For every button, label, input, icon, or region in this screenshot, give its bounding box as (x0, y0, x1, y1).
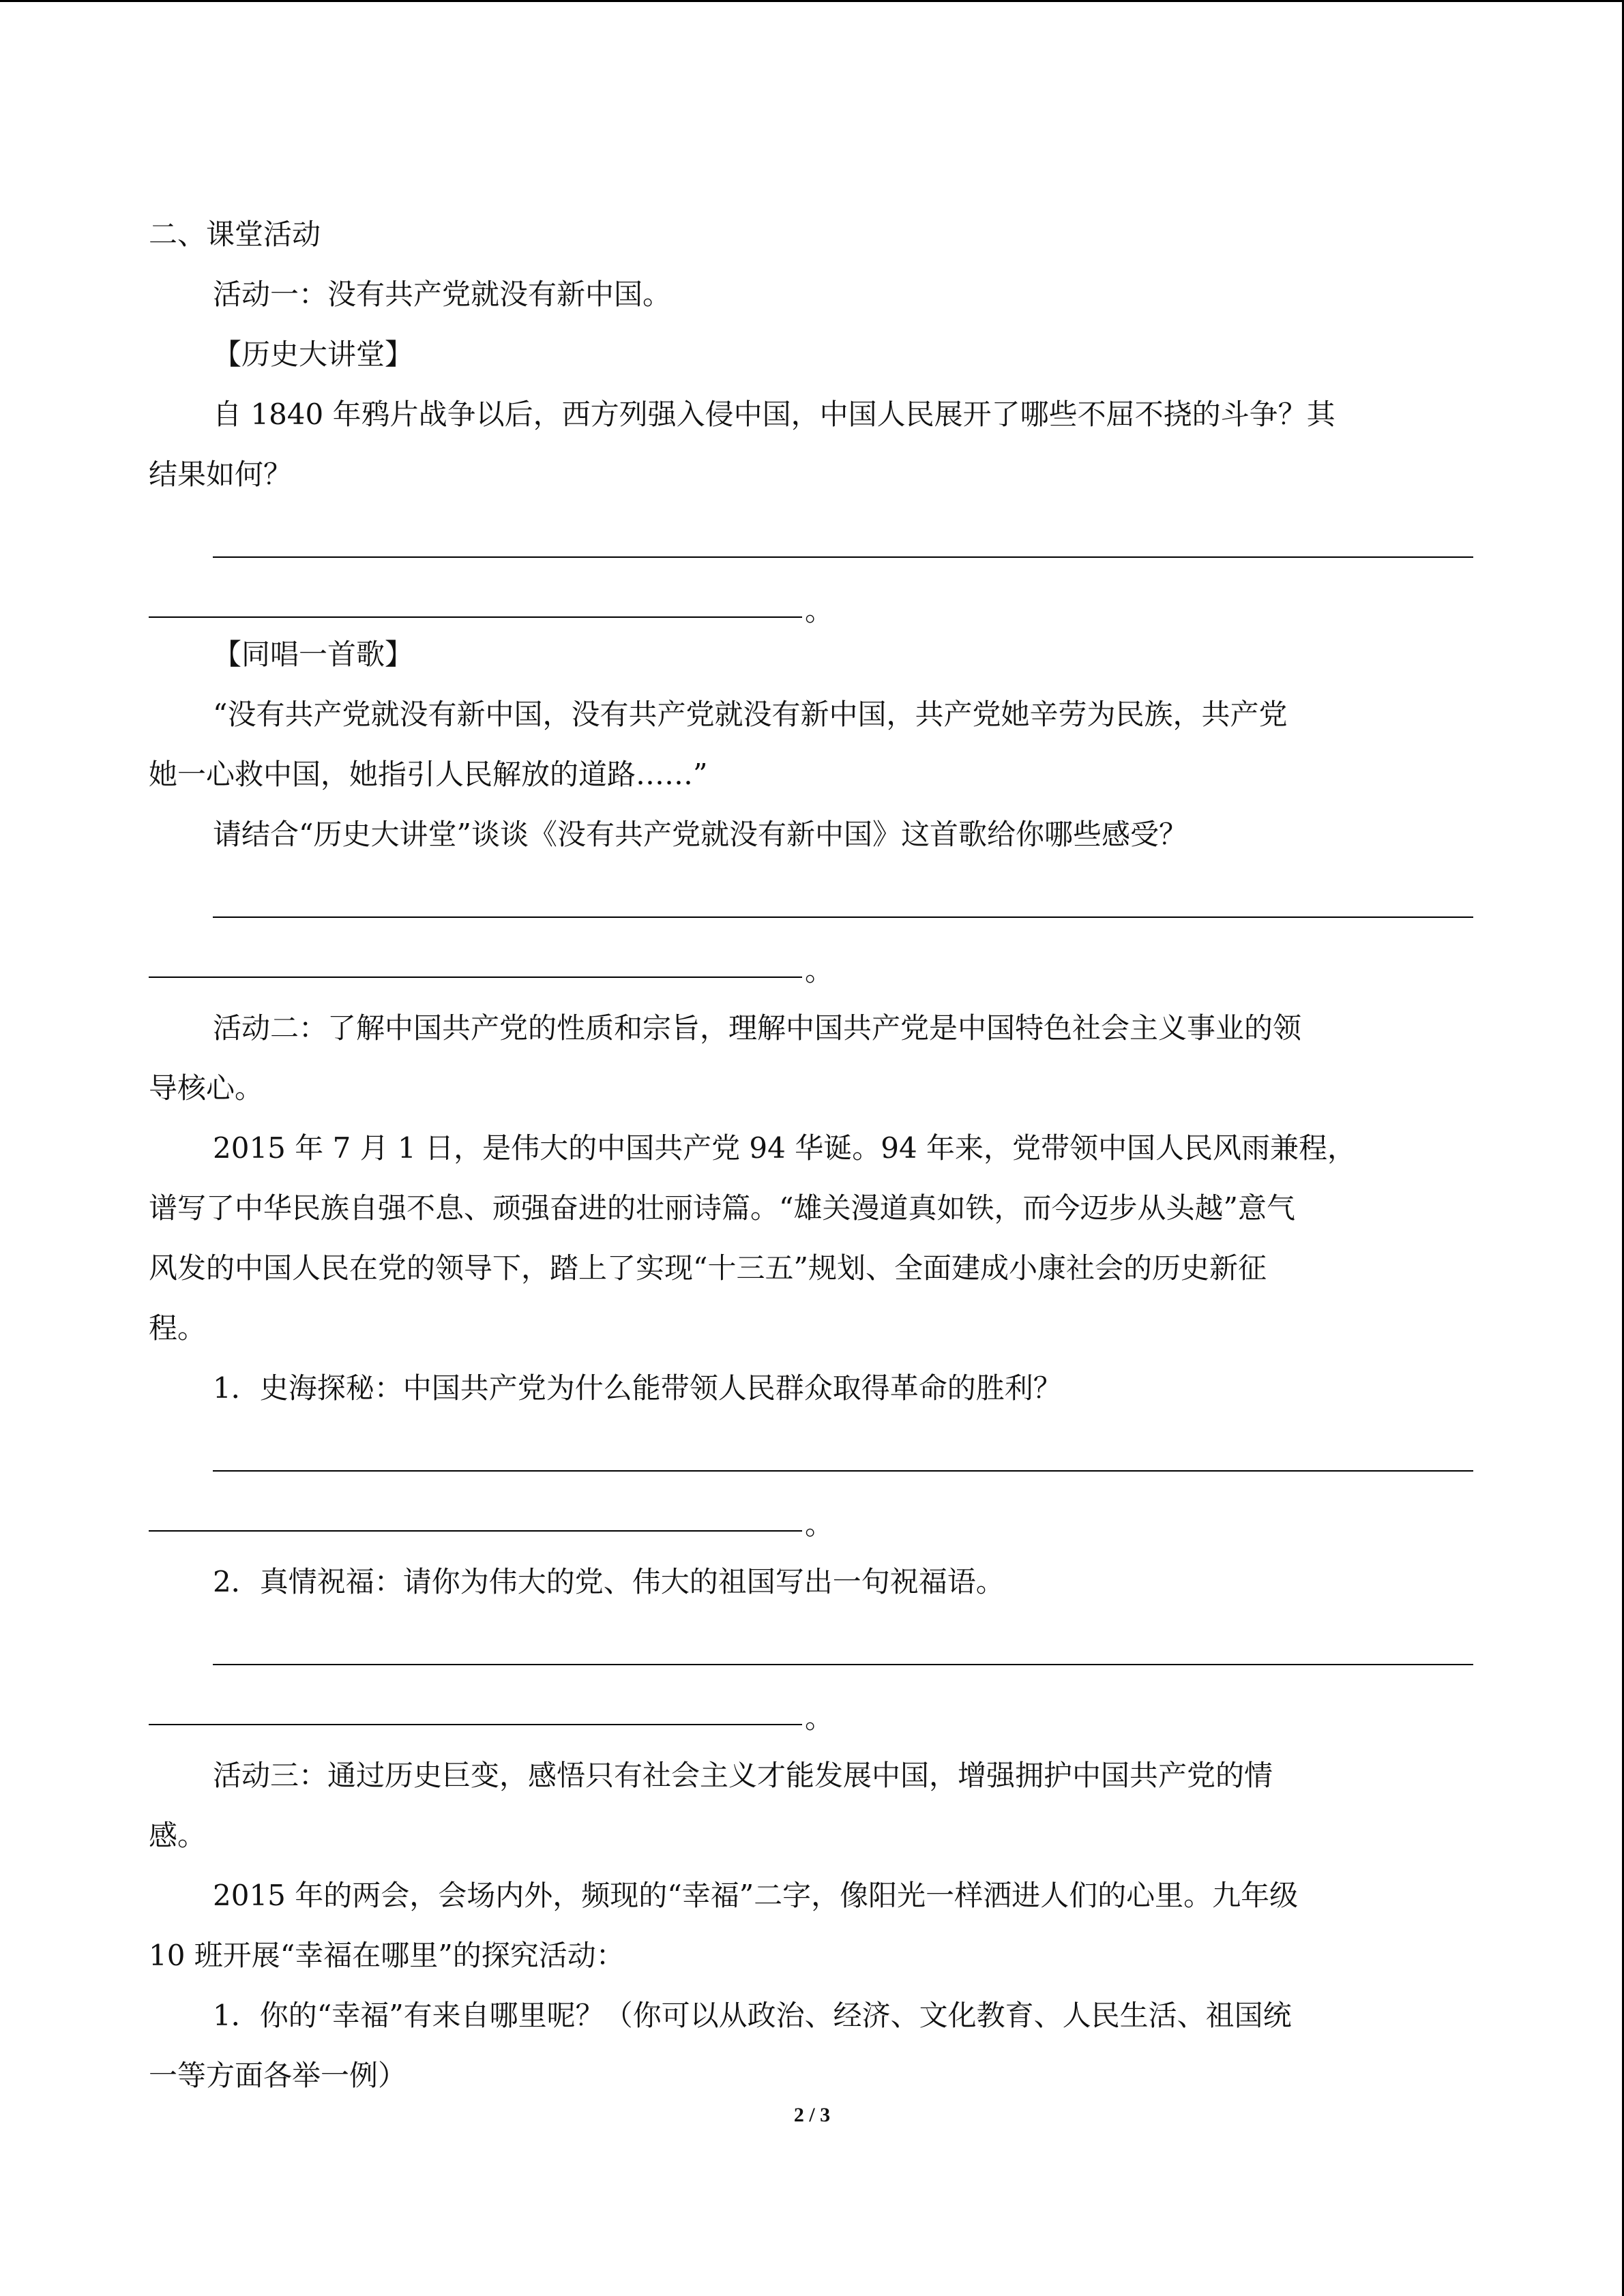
song-question: 请结合“历史大讲堂”谈谈《没有共产党就没有新中国》这首歌给你哪些感受？ (213, 818, 1187, 851)
answer-area-blessing[interactable] (149, 1612, 1475, 1735)
activity2-title-line-1: 活动二：了解中国共产党的性质和宗旨，理解中国共产党是中国特色社会主义事业的领 (213, 1011, 1302, 1045)
answer-period: 。 (805, 1508, 834, 1541)
activity3-question-1-line-2: 一等方面各举一例） (149, 2059, 407, 2092)
activity1-title: 活动一：没有共产党就没有新中国。 (213, 278, 672, 311)
song-lyrics-line-1: “没有共产党就没有新中国，没有共产党就没有新中国，共产党她辛劳为民族，共产党 (213, 698, 1288, 731)
answer-area-lecture[interactable] (149, 505, 1475, 625)
activity2-passage-line-4: 程。 (149, 1311, 207, 1345)
activity2-question-2: 2．真情祝福：请你为伟大的党、伟大的祖国写出一句祝福语。 (213, 1565, 1005, 1598)
answer-blank-line (149, 976, 802, 978)
lecture-question-line-2: 结果如何？ (149, 458, 293, 491)
page-number: 2 / 3 (793, 2104, 831, 2126)
answer-period: 。 (805, 594, 834, 627)
answer-area-song[interactable] (149, 865, 1475, 985)
song-lyrics-line-2: 她一心救中国，她指引人民解放的道路……” (149, 758, 708, 791)
activity3-title-line-1: 活动三：通过历史巨变，感悟只有社会主义才能发展中国，增强拥护中国共产党的情 (213, 1759, 1273, 1792)
document-content (149, 205, 1475, 2106)
answer-period: 。 (805, 1701, 834, 1735)
song-heading: 【同唱一首歌】 (213, 638, 414, 671)
activity3-passage-line-2: 10 班开展“幸福在哪里”的探究活动： (149, 1939, 625, 1972)
answer-area-history[interactable] (149, 1418, 1475, 1541)
activity3-title-line-2: 感。 (149, 1819, 207, 1852)
activity2-title-line-2: 导核心。 (149, 1071, 264, 1105)
section-title: 二、课堂活动 (149, 218, 321, 251)
activity2-passage-line-2: 谱写了中华民族自强不息、顽强奋进的壮丽诗篇。“雄关漫道真如铁，而今迈步从头越”意气 (149, 1191, 1295, 1225)
answer-blank-line (149, 1530, 802, 1532)
answer-period: 。 (805, 954, 834, 987)
lecture-question-line-1: 自 1840 年鸦片战争以后，西方列强入侵中国，中国人民展开了哪些不屈不挠的斗争？其 (213, 398, 1335, 431)
activity3-passage-line-1: 2015 年的两会，会场内外，频现的“幸福”二字，像阳光一样洒进人们的心里。九年级 (213, 1879, 1299, 1912)
answer-blank-line (213, 1470, 1473, 1472)
answer-blank-line (213, 556, 1473, 558)
activity2-passage-line-3: 风发的中国人民在党的领导下，踏上了实现“十三五”规划、全面建成小康社会的历史新征 (149, 1251, 1267, 1285)
activity2-question-1: 1．史海探秘：中国共产党为什么能带领人民群众取得革命的胜利？ (213, 1371, 1062, 1405)
answer-blank-line (149, 1724, 802, 1725)
activity2-passage-line-1: 2015 年 7 月 1 日，是伟大的中国共产党 94 华诞。94 年来，党带领中国人民风雨兼程， (213, 1131, 1357, 1165)
page-border-top (0, 0, 1624, 2)
answer-blank-line (149, 616, 802, 618)
answer-blank-line (213, 916, 1473, 918)
answer-blank-line (213, 1664, 1473, 1665)
activity3-question-1-line-1: 1．你的“幸福”有来自哪里呢？（你可以从政治、经济、文化教育、人民生活、祖国统 (213, 1999, 1292, 2032)
lecture-heading: 【历史大讲堂】 (213, 338, 414, 371)
